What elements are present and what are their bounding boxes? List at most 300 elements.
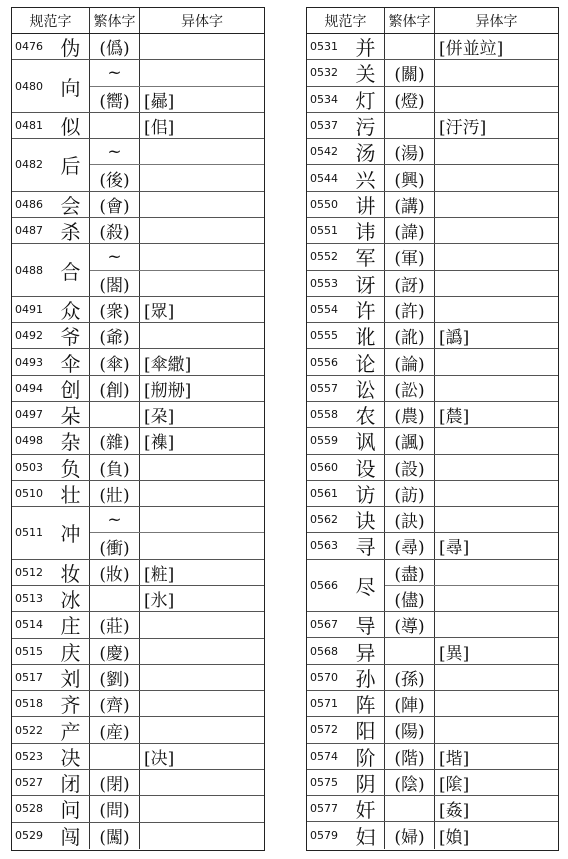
traditional-form: (創) [90, 376, 140, 401]
standard-character: 产 [52, 717, 90, 742]
traditional-form: (闖) [90, 823, 140, 849]
traditional-form: (諱) [385, 218, 435, 243]
table-row [12, 639, 264, 665]
entry-number: 0552 [310, 250, 338, 264]
variant-form: [辳] [439, 407, 470, 428]
form-rows [90, 639, 264, 664]
standard-character: 负 [52, 455, 90, 480]
table-row [307, 481, 558, 507]
entry-number: 0558 [310, 408, 338, 422]
traditional-form: (論) [385, 349, 435, 374]
traditional-form: (關) [385, 60, 435, 85]
entry-number: 0528 [15, 802, 43, 816]
form-row [385, 244, 558, 269]
form-row [90, 455, 264, 480]
entry-number: 0542 [310, 145, 338, 159]
entry-number: 0494 [15, 381, 43, 395]
table-row [307, 533, 558, 559]
form-row [385, 87, 558, 112]
standard-character: 诀 [347, 507, 385, 532]
variant-form [435, 60, 558, 85]
form-row [90, 349, 264, 374]
traditional-form: (閤) [90, 271, 140, 296]
entry-number: 0561 [310, 486, 338, 500]
standard-character: 寻 [347, 533, 385, 558]
variant-form [435, 428, 558, 453]
table-row [12, 60, 264, 113]
traditional-form [385, 638, 435, 663]
form-rows [385, 481, 558, 506]
form-rows [90, 665, 264, 690]
standard-character: 讳 [347, 218, 385, 243]
traditional-form: (燈) [385, 87, 435, 112]
header-traditional: 繁体字 [385, 8, 435, 33]
traditional-form: (衆) [90, 297, 140, 322]
form-rows [90, 376, 264, 401]
form-row [90, 323, 264, 348]
traditional-form: (設) [385, 455, 435, 480]
entry-number: 0492 [15, 329, 43, 343]
variant-form [140, 192, 264, 217]
standard-character: 创 [52, 376, 90, 401]
standard-character: 阴 [347, 770, 385, 795]
form-rows [90, 717, 264, 742]
form-row [90, 691, 264, 716]
variant-form: [併並竝] [439, 39, 504, 60]
character-table-right [306, 7, 559, 851]
traditional-form: (孫) [385, 665, 435, 690]
traditional-form: ~ [90, 244, 140, 269]
traditional-form: (導) [385, 612, 435, 637]
form-row [385, 271, 558, 296]
standard-character: 闭 [52, 770, 90, 795]
traditional-form: (壯) [90, 481, 140, 506]
standard-character: 闯 [52, 823, 90, 849]
standard-character: 妇 [347, 822, 385, 848]
entry-number: 0571 [310, 697, 338, 711]
standard-character: 刘 [52, 665, 90, 690]
form-row [90, 60, 264, 86]
table-row [307, 796, 558, 822]
header-traditional: 繁体字 [90, 8, 140, 33]
variant-form [140, 796, 264, 821]
form-rows [385, 796, 558, 821]
standard-character: 关 [347, 60, 385, 85]
form-row [385, 165, 558, 190]
variant-form: [媍] [439, 828, 470, 849]
form-row [90, 402, 264, 427]
form-row [385, 612, 558, 637]
table-row [307, 165, 558, 191]
form-row [385, 533, 558, 558]
form-row [385, 586, 558, 611]
variant-form: [剏剙] [144, 380, 192, 401]
form-row [90, 533, 264, 558]
form-row [385, 113, 558, 138]
form-rows [90, 691, 264, 716]
variant-form [435, 691, 558, 716]
form-rows [385, 402, 558, 427]
form-rows [90, 560, 264, 585]
standard-character: 杀 [52, 218, 90, 243]
standard-character: 问 [52, 796, 90, 821]
variant-form [435, 192, 558, 217]
variant-form: [譌] [439, 328, 470, 349]
traditional-form: (盡) [385, 560, 435, 585]
form-rows [90, 744, 264, 769]
variant-form: [粧] [144, 564, 175, 585]
traditional-form: (齊) [90, 691, 140, 716]
table-row [12, 744, 264, 770]
table-row [307, 822, 558, 848]
table-row [307, 691, 558, 717]
traditional-form: (軍) [385, 244, 435, 269]
traditional-form: (興) [385, 165, 435, 190]
variant-form [140, 507, 264, 532]
entry-number: 0510 [15, 486, 43, 500]
standard-character: 庆 [52, 639, 90, 664]
form-rows [90, 113, 264, 138]
form-row [90, 218, 264, 243]
form-rows [90, 796, 264, 821]
entry-number: 0513 [15, 592, 43, 606]
entry-number: 0550 [310, 197, 338, 211]
form-rows [385, 770, 558, 795]
form-row [385, 560, 558, 586]
form-row [90, 87, 264, 112]
table-row [12, 586, 264, 612]
variant-form [435, 612, 558, 637]
traditional-form: (諷) [385, 428, 435, 453]
variant-form [140, 481, 264, 506]
form-rows [385, 34, 558, 59]
standard-character: 访 [347, 481, 385, 506]
traditional-form: (産) [90, 717, 140, 742]
table-row [12, 349, 264, 375]
form-row [385, 507, 558, 532]
entry-number: 0579 [310, 829, 338, 843]
entry-number: 0497 [15, 408, 43, 422]
standard-character: 异 [347, 638, 385, 663]
traditional-form: (負) [90, 455, 140, 480]
form-rows [385, 376, 558, 401]
table-row [307, 34, 558, 60]
entry-number: 0491 [15, 303, 43, 316]
form-rows [385, 822, 558, 848]
standard-character: 冲 [52, 507, 90, 559]
variant-form [435, 717, 558, 742]
entry-number: 0518 [15, 697, 43, 711]
variant-form: [尋] [439, 538, 470, 559]
form-row [385, 691, 558, 716]
traditional-form [90, 744, 140, 769]
table-row [12, 218, 264, 244]
standard-character: 讶 [347, 271, 385, 296]
table-row [12, 402, 264, 428]
standard-character: 杂 [52, 428, 90, 453]
table-row [307, 717, 558, 743]
traditional-form: (儘) [385, 586, 435, 611]
traditional-form: (訝) [385, 271, 435, 296]
form-rows [90, 823, 264, 849]
form-row [90, 34, 264, 59]
table-row [307, 507, 558, 533]
variant-form [140, 691, 264, 716]
table-row [307, 218, 558, 244]
table-row [12, 376, 264, 402]
form-row [90, 297, 264, 322]
entry-number: 0515 [15, 644, 43, 658]
form-rows [385, 192, 558, 217]
form-rows [385, 244, 558, 269]
standard-character: 阵 [347, 691, 385, 716]
traditional-form: (尋) [385, 533, 435, 558]
form-row [90, 113, 264, 138]
variant-form [140, 244, 264, 269]
traditional-form: (講) [385, 192, 435, 217]
form-rows [90, 612, 264, 637]
form-rows [385, 349, 558, 374]
entry-number: 0531 [310, 40, 338, 54]
standard-character: 阳 [347, 717, 385, 742]
entry-number: 0512 [15, 565, 43, 579]
traditional-form: (僞) [90, 34, 140, 59]
form-rows [90, 770, 264, 795]
form-row [90, 612, 264, 637]
standard-character: 讼 [347, 376, 385, 401]
form-rows [90, 428, 264, 453]
traditional-form: (劉) [90, 665, 140, 690]
variant-form [435, 349, 558, 374]
entry-number: 0566 [310, 578, 338, 592]
standard-character: 讹 [347, 323, 385, 348]
table-row [12, 665, 264, 691]
form-rows [385, 560, 558, 612]
form-rows [90, 323, 264, 348]
variant-form [140, 165, 264, 190]
table-row [12, 560, 264, 586]
standard-character: 壮 [52, 481, 90, 506]
standard-character: 汤 [347, 139, 385, 164]
form-row [385, 455, 558, 480]
table-row [12, 428, 264, 454]
entry-number: 0480 [15, 79, 43, 93]
entry-number: 0570 [310, 670, 338, 684]
form-rows [385, 612, 558, 637]
table-row [12, 612, 264, 638]
table-row [12, 823, 264, 849]
variant-form [435, 165, 558, 190]
entry-number: 0514 [15, 618, 43, 632]
entry-number: 0486 [15, 197, 43, 211]
table-row [12, 244, 264, 297]
variant-form [140, 533, 264, 558]
table-row [12, 139, 264, 192]
table-row [307, 192, 558, 218]
entry-number: 0568 [310, 644, 338, 658]
standard-character: 众 [52, 297, 90, 322]
standard-character: 妆 [52, 560, 90, 585]
table-row [307, 323, 558, 349]
table-row [307, 113, 558, 139]
traditional-form [90, 113, 140, 138]
entry-number: 0503 [15, 460, 43, 474]
form-rows [385, 113, 558, 138]
table-row [307, 455, 558, 481]
entry-number: 0476 [15, 40, 43, 54]
traditional-form: (殺) [90, 218, 140, 243]
standard-character: 伞 [52, 349, 90, 374]
form-rows [385, 139, 558, 164]
table-row [307, 87, 558, 113]
form-row [90, 744, 264, 769]
table-row [12, 691, 264, 717]
variant-form: [異] [439, 643, 470, 664]
standard-character: 似 [52, 113, 90, 138]
table-row [12, 770, 264, 796]
form-row [385, 192, 558, 217]
entry-number: 0551 [310, 224, 338, 238]
entry-number: 0481 [15, 119, 43, 132]
form-row [385, 34, 558, 59]
traditional-form: ~ [90, 507, 140, 532]
table-header [12, 8, 264, 34]
traditional-form [385, 113, 435, 138]
table-row [307, 297, 558, 323]
table-row [307, 612, 558, 638]
traditional-form: (陣) [385, 691, 435, 716]
variant-form [435, 586, 558, 611]
variant-form [435, 481, 558, 506]
standard-character: 导 [347, 612, 385, 637]
variant-form: [襍] [144, 433, 175, 454]
traditional-form: (農) [385, 402, 435, 427]
variant-form [140, 639, 264, 664]
form-row [385, 376, 558, 401]
entry-number: 0554 [310, 302, 338, 316]
traditional-form: (問) [90, 796, 140, 821]
traditional-form [90, 586, 140, 611]
traditional-form [385, 796, 435, 821]
form-row [385, 218, 558, 243]
form-row [90, 823, 264, 849]
traditional-form: ~ [90, 60, 140, 85]
traditional-form: (訣) [385, 507, 435, 532]
traditional-form: (後) [90, 165, 140, 190]
form-row [90, 428, 264, 453]
standard-character: 爷 [52, 323, 90, 348]
variant-form [435, 271, 558, 296]
variant-form [435, 455, 558, 480]
table-header [307, 8, 558, 34]
traditional-form: (訟) [385, 376, 435, 401]
variant-form: [傘繖] [144, 354, 192, 375]
variant-form [435, 218, 558, 243]
form-row [385, 665, 558, 690]
form-rows [90, 192, 264, 217]
variant-form [435, 507, 558, 532]
form-row [90, 560, 264, 585]
standard-character: 决 [52, 744, 90, 769]
entry-number: 0560 [310, 460, 338, 474]
traditional-form: (陰) [385, 770, 435, 795]
standard-character: 冰 [52, 586, 90, 611]
form-rows [385, 218, 558, 243]
form-row [385, 402, 558, 427]
standard-character: 奸 [347, 796, 385, 821]
variant-form [140, 823, 264, 849]
form-row [385, 822, 558, 848]
table-row [12, 34, 264, 60]
traditional-form: (湯) [385, 139, 435, 164]
form-row [385, 349, 558, 374]
form-row [90, 244, 264, 270]
traditional-form: (雜) [90, 428, 140, 453]
form-rows [385, 691, 558, 716]
form-rows [385, 428, 558, 453]
entry-number: 0534 [310, 92, 338, 106]
form-row [90, 796, 264, 821]
form-row [90, 192, 264, 217]
entry-number: 0532 [310, 66, 338, 80]
standard-character: 论 [347, 349, 385, 374]
entry-number: 0529 [15, 829, 43, 843]
variant-form [140, 323, 264, 348]
variant-form [435, 560, 558, 585]
variant-form: [汙汚] [439, 117, 487, 138]
standard-character: 军 [347, 244, 385, 269]
traditional-form: (妝) [90, 560, 140, 585]
variant-form [435, 297, 558, 322]
table-row [12, 192, 264, 218]
variant-form: [姦] [439, 801, 470, 822]
table-row [307, 376, 558, 402]
entry-number: 0523 [15, 749, 43, 763]
standard-character: 兴 [347, 165, 385, 190]
form-row [385, 323, 558, 348]
form-rows [90, 218, 264, 243]
form-rows [90, 402, 264, 427]
table-row [12, 297, 264, 323]
entry-number: 0575 [310, 776, 338, 790]
form-row [385, 428, 558, 453]
variant-form: [堦] [439, 748, 470, 769]
variant-form [140, 218, 264, 243]
entry-number: 0511 [15, 526, 43, 540]
form-row [385, 770, 558, 795]
form-rows [385, 271, 558, 296]
entry-number: 0517 [15, 670, 43, 684]
traditional-form: (會) [90, 192, 140, 217]
standard-character: 讽 [347, 428, 385, 453]
standard-character: 合 [52, 244, 90, 296]
form-row [385, 744, 558, 769]
traditional-form: (訛) [385, 323, 435, 348]
standard-character: 孙 [347, 665, 385, 690]
header-standard: 规范字 [307, 8, 385, 33]
form-row [90, 717, 264, 742]
entry-number: 0537 [310, 118, 338, 132]
form-row [385, 139, 558, 164]
form-row [90, 639, 264, 664]
traditional-form: (閉) [90, 770, 140, 795]
standard-character: 设 [347, 455, 385, 480]
standard-character: 农 [347, 402, 385, 427]
entry-number: 0553 [310, 276, 338, 290]
standard-character: 齐 [52, 691, 90, 716]
table-row [307, 770, 558, 796]
form-rows [385, 323, 558, 348]
